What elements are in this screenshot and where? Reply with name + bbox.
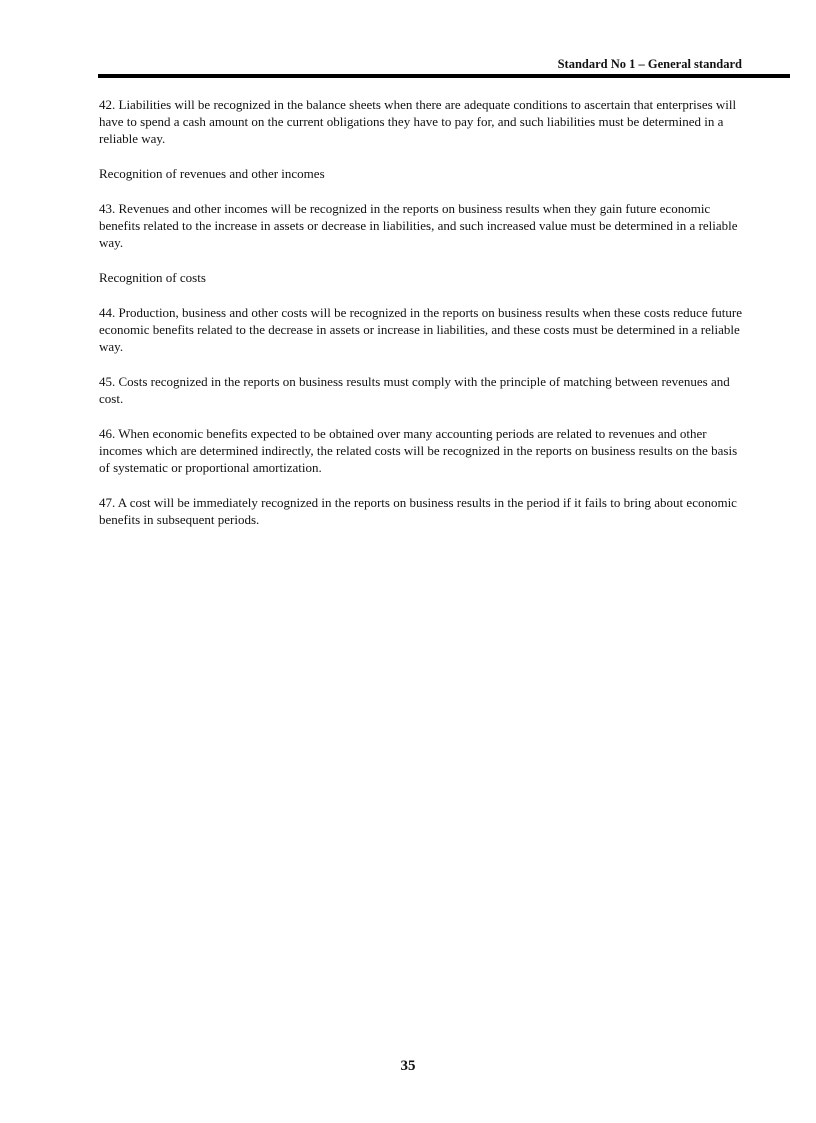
paragraph-42-liabilities: 42. Liabilities will be recognized in the balance sheets when there are adequate conditions to ascertain that enterprises will have to spend a cash amount on the current obligations they have to pay for, and such liabilities must be determined in a reliable way. — [99, 97, 737, 147]
section-heading-revenues: Recognition of revenues and other incomes — [99, 166, 325, 182]
section-heading-costs: Recognition of costs — [99, 269, 206, 285]
paragraph-47-immediate-cost: 47. A cost will be immediately recognized in the reports on business results in the period if it fails to bring about economic benefits in subsequent periods. — [99, 494, 737, 527]
header-rule — [98, 74, 790, 78]
page-number: 35 — [400, 1058, 416, 1074]
page-header-title: Standard No 1 – General standard — [557, 57, 742, 71]
document-body — [99, 96, 747, 546]
paragraph-43-revenues: 43. Revenues and other incomes will be recognized in the reports on business results when they gain future economic benefits related to the increase in assets or decrease in liabilities, and such increased value must be determined in a reliable way. — [99, 200, 738, 251]
paragraph-45-matching: 45. Costs recognized in the reports on business results must comply with the principle of matching between revenues and cost. — [99, 373, 730, 406]
paragraph-44-costs: 44. Production, business and other costs will be recognized in the reports on business results when these costs reduce future economic benefits related to the decrease in assets or increase in liabilities, and these costs must be determined in a reliable way. — [99, 304, 742, 355]
paragraph-46-amortization: 46. When economic benefits expected to be obtained over many accounting periods are related to revenues and other incomes which are determined indirectly, the related costs will be recognized in the reports on business results on the basis of systematic or proportional amortization. — [99, 425, 738, 476]
